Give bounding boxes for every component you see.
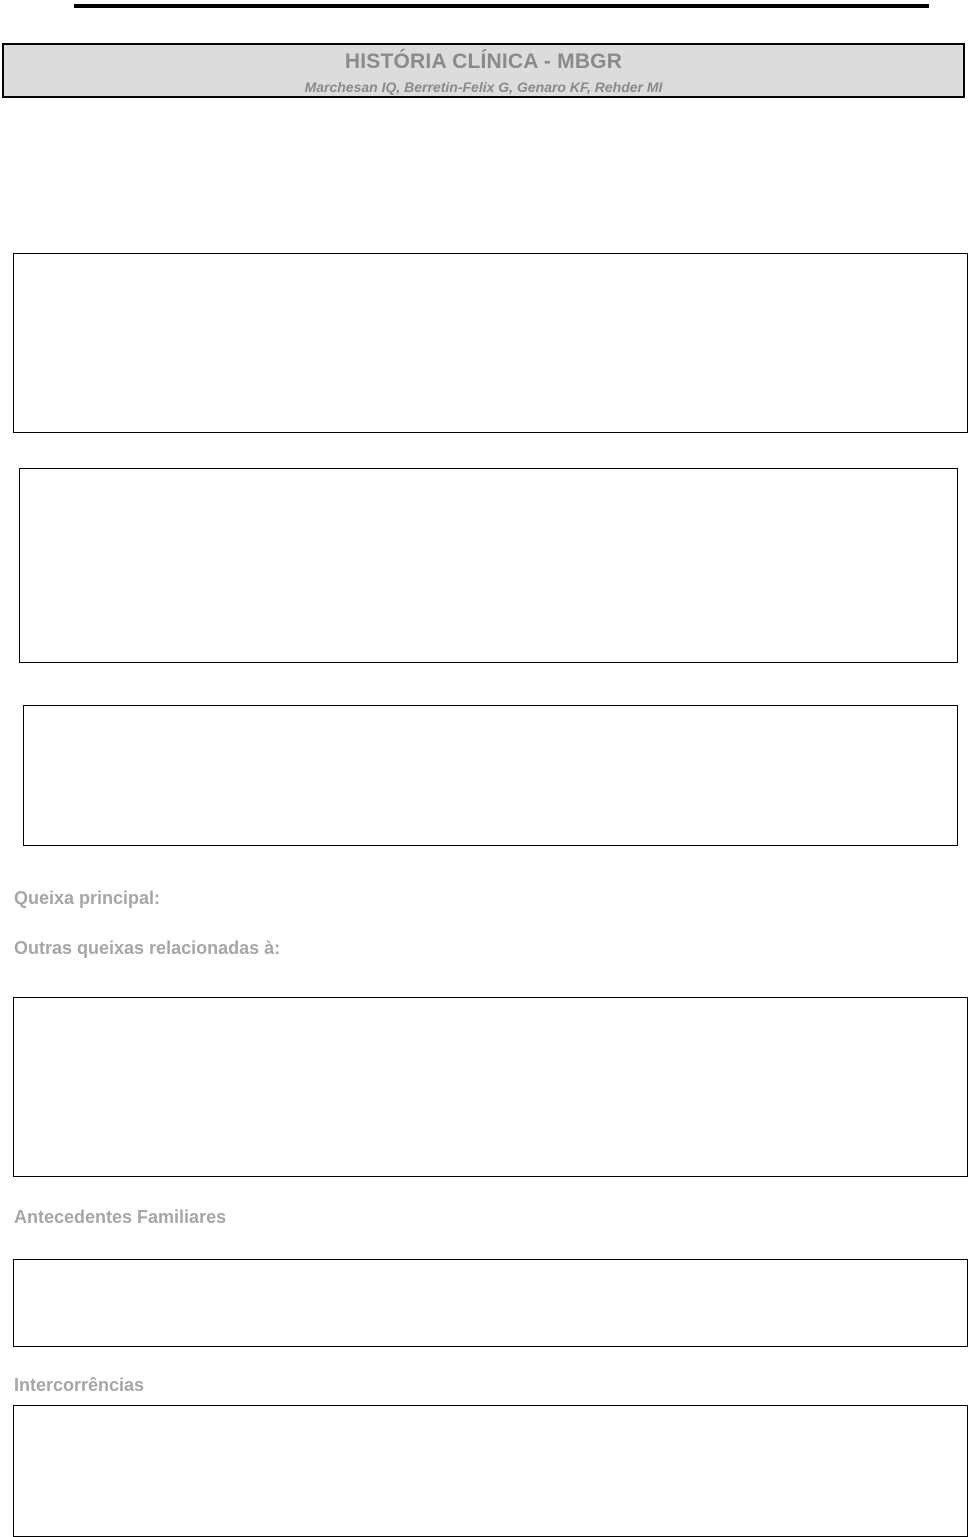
outras-queixas-label: Outras queixas relacionadas à: [14,938,281,958]
document-authors: Marchesan IQ, Berretin-Felix G, Genaro KF, Rehder MI [304,79,663,95]
form-field-box-2[interactable] [19,468,958,663]
intercorrencias-label: Intercorrências [14,1375,145,1395]
intercorrencias-box[interactable] [13,1405,968,1537]
antecedentes-familiares-label: Antecedentes Familiares [14,1207,227,1227]
form-field-box-1[interactable] [13,253,968,433]
form-field-box-3[interactable] [23,705,958,846]
antecedentes-familiares-box[interactable] [13,1259,968,1347]
queixa-principal-label: Queixa principal: [14,888,161,908]
top-rule [74,4,929,8]
document-header [2,43,965,98]
outras-queixas-box[interactable] [13,997,968,1177]
document-title: HISTÓRIA CLÍNICA - MBGR [344,50,623,73]
